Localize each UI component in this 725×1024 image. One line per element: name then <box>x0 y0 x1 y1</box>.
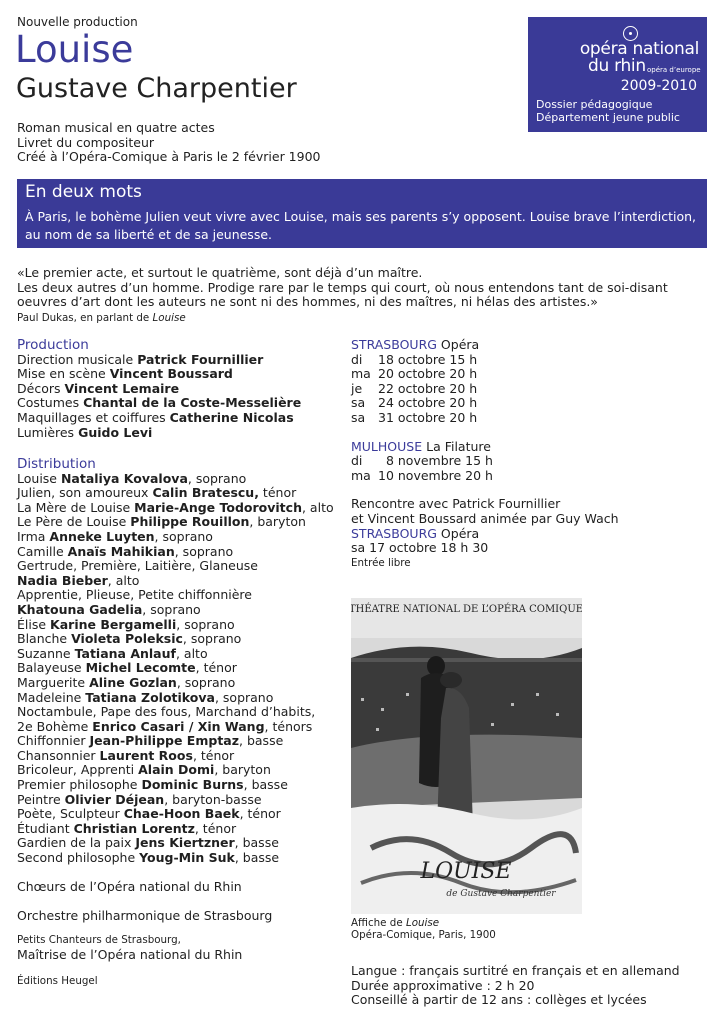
credit-name: Nataliya Kovalova <box>60 470 188 486</box>
credit-role: Blanche <box>17 631 72 647</box>
meeting-venue <box>351 527 619 542</box>
credit-row <box>17 367 301 382</box>
credit-row <box>17 793 334 808</box>
date-time: 31 octobre 20 h <box>378 409 478 425</box>
date-time: 10 novembre 20 h <box>378 467 493 483</box>
credit-row <box>17 734 334 749</box>
credit-role: Peintre <box>17 791 65 807</box>
credit-row <box>17 574 334 589</box>
credit-row <box>17 778 334 793</box>
credit-voice: , alto <box>175 645 208 661</box>
date-time: 18 octobre 15 h <box>378 351 478 367</box>
credit-name: Jean-Philippe Emptaz <box>89 733 240 749</box>
credit-row <box>17 836 334 851</box>
date-time: 24 octobre 20 h <box>378 395 478 411</box>
date-time: 8 novembre 15 h <box>378 453 493 469</box>
credit-row <box>17 822 334 837</box>
quote-source <box>17 312 186 324</box>
fact-age: Conseillé à partir de 12 ans : collèges et lycées <box>351 992 647 1008</box>
intro <box>17 121 321 165</box>
quote-source-work: Louise <box>152 312 186 324</box>
credit-name: Enrico Casari / Xin Wang <box>92 718 265 734</box>
venue-filature: La Filature <box>422 438 491 454</box>
credit-name: Guido Levi <box>78 424 153 440</box>
credit-name: Calin Bratescu, <box>152 485 259 501</box>
credit-role: Camille <box>17 543 68 559</box>
credit-role: La Mère de Louise <box>17 499 135 515</box>
credit-voice: , ténor <box>195 660 237 676</box>
credit-role: Julien, son amoureux <box>17 485 153 501</box>
credit-role: 2e Bohème <box>17 718 93 734</box>
credit-row <box>17 661 334 676</box>
intro-line: Livret du compositeur <box>17 134 155 150</box>
credit-name: Youg-Min Suk <box>139 850 235 866</box>
credit-name: Patrick Fournillier <box>137 351 264 367</box>
performance-date <box>351 396 619 411</box>
credit-name: Khatouna Gadelia <box>17 601 143 617</box>
credit-role: Étudiant <box>17 820 74 836</box>
credit-row <box>17 763 334 778</box>
venue-opera: Opéra <box>436 337 480 352</box>
credit-row <box>17 851 334 866</box>
credit-name: Jens Kiertzner <box>135 835 235 851</box>
credit-name: Anaïs Mahikian <box>67 543 175 559</box>
credit-role: Suzanne <box>17 645 75 661</box>
orchestra: Orchestre philharmonique de Strasbourg <box>17 907 273 923</box>
credit-role: Le Père de Louise <box>17 514 131 530</box>
poster-title-text: LOUISE <box>420 859 512 884</box>
weekday: di <box>351 453 363 469</box>
caption-prefix: Affiche de <box>351 917 406 929</box>
credit-role: Premier philosophe <box>17 777 142 793</box>
credit-role: Second philosophe <box>17 850 140 866</box>
credit-role: Chiffonnier <box>17 733 90 749</box>
credit-role: Direction musicale <box>17 351 138 367</box>
credit-role: Bricoleur, Apprenti <box>17 762 139 778</box>
credit-name: Chae-Hoon Baek <box>123 806 240 822</box>
credit-row <box>17 472 334 487</box>
poster-image <box>351 598 582 914</box>
performance-date <box>351 454 619 469</box>
credit-voice: , baryton-basse <box>164 791 262 807</box>
credit-row <box>17 676 334 691</box>
summary-heading: En deux mots <box>25 182 142 202</box>
credit-role: Noctambule, Pape des fous, Marchand d’habits, <box>17 704 316 720</box>
weekday: ma <box>351 366 371 382</box>
credit-row <box>17 647 334 662</box>
distribution-section <box>17 457 334 866</box>
credit-row <box>17 588 334 603</box>
credit-voice: , basse <box>239 733 284 749</box>
credit-role: Gardien de la paix <box>17 835 136 851</box>
caption-work: Louise <box>405 917 440 929</box>
quote-source-prefix: Paul Dukas, en parlant de <box>17 312 153 324</box>
credit-role: Poète, Sculpteur <box>17 806 124 822</box>
credit-name: Marie-Ange Todorovitch <box>134 499 302 515</box>
credit-role: Madeleine <box>17 689 86 705</box>
credit-voice: , ténor <box>192 747 235 763</box>
credit-voice: , baryton <box>249 514 306 530</box>
credit-name: Dominic Burns <box>141 777 244 793</box>
credit-name: Anneke Luyten <box>49 528 155 544</box>
intro-line: Créé à l’Opéra-Comique à Paris le 2 février 1900 <box>17 149 321 165</box>
quote-line: oeuvres d’art dont les auteurs ne sont ni des hommes, ni des maîtres, ni hélas des artistes.» <box>17 294 598 310</box>
kicker: Nouvelle production <box>17 15 138 29</box>
credit-row <box>17 396 301 411</box>
caption-line <box>351 917 496 929</box>
credit-row <box>17 749 334 764</box>
poster-illustration <box>351 598 582 914</box>
credit-name: Vincent Boussard <box>109 366 233 382</box>
credit-row <box>17 426 301 441</box>
credit-voice: , ténor <box>194 820 237 836</box>
weekday: ma <box>351 467 371 483</box>
credit-voice: , basse <box>243 777 288 793</box>
intro-line: Roman musical en quatre actes <box>17 120 215 135</box>
poster-caption <box>351 917 496 941</box>
strasbourg-venue <box>351 338 619 353</box>
dossier <box>536 98 680 124</box>
credit-voice: , soprano <box>187 470 247 486</box>
performance-date <box>351 411 619 426</box>
children-choir: Maîtrise de l’Opéra national du Rhin <box>17 946 243 962</box>
credit-voice: , soprano <box>154 528 213 544</box>
mulhouse-venue <box>351 440 619 455</box>
poster-subtitle-text: de Gustave Charpentier <box>446 889 556 899</box>
fact-duration: Durée approximative : 2 h 20 <box>351 977 535 993</box>
logo-line1: opéra national <box>579 39 699 59</box>
credit-voice: , basse <box>234 850 280 866</box>
credit-name: Michel Lecomte <box>85 660 196 676</box>
credit-row <box>17 705 334 720</box>
credit-voice: , ténor <box>239 806 281 822</box>
credit-role: Louise <box>17 470 61 486</box>
credit-row <box>17 411 301 426</box>
facts <box>351 964 680 1008</box>
quote <box>17 266 717 310</box>
credit-row <box>17 530 334 545</box>
credit-name: Nadia Bieber <box>17 572 108 588</box>
meeting-note: Entrée libre <box>351 556 411 569</box>
credit-name: Violeta Poleksic <box>71 631 183 647</box>
logo-tagline: opéra d’europe <box>647 66 701 74</box>
credit-role: Maquillages et coiffures <box>17 409 170 425</box>
fact-language: Langue : français surtitré en français et en allemand <box>351 963 680 978</box>
credit-row <box>17 691 334 706</box>
credit-name: Olivier Déjean <box>64 791 165 807</box>
production-heading: Production <box>17 337 89 353</box>
mulhouse-dates <box>351 454 619 483</box>
distribution-list <box>17 472 334 866</box>
production-list <box>17 353 301 441</box>
credit-name: Philippe Rouillon <box>130 514 250 530</box>
credit-row <box>17 515 334 530</box>
city-mulhouse: MULHOUSE <box>351 438 423 454</box>
credit-name: Karine Bergamelli <box>50 616 177 632</box>
performance-date <box>351 367 619 382</box>
credit-voice: ténor <box>258 485 297 501</box>
credit-role: Balayeuse <box>17 660 86 676</box>
meeting-date: sa 17 octobre 18 h 30 <box>351 540 489 556</box>
credit-voice: , soprano <box>182 631 242 647</box>
credit-role: Lumières <box>17 424 79 440</box>
credit-name: Christian Lorentz <box>73 820 195 836</box>
summary-band <box>17 179 707 248</box>
credit-role: Décors <box>17 380 65 396</box>
credit-row <box>17 559 334 574</box>
credit-row <box>17 353 301 368</box>
credit-role: Apprentie, Plieuse, Petite chiffonnière <box>17 587 252 603</box>
performance-date <box>351 353 619 368</box>
children-choir-note: Petits Chanteurs de Strasbourg, <box>17 934 181 947</box>
credit-row <box>17 807 334 822</box>
credit-role: Costumes <box>17 395 84 411</box>
weekday: di <box>351 351 363 367</box>
credit-voice: , alto <box>107 572 140 588</box>
credit-name: Alain Domi <box>138 762 215 778</box>
opera-logo <box>528 17 707 132</box>
credit-voice: , soprano <box>214 689 274 705</box>
credit-row <box>17 632 334 647</box>
credit-voice: , soprano <box>174 543 234 559</box>
schedule <box>351 338 619 570</box>
credit-voice: , basse <box>234 835 279 851</box>
quote-line: Les deux autres d’un homme. Prodige rare par le temps qui court, où nous entendons tant de soi-disant <box>17 279 668 295</box>
credit-row <box>17 486 334 501</box>
meeting-line: Rencontre avec Patrick Fournillier <box>351 496 561 512</box>
poster-top-text: THÉATRE NATIONAL DE L’OPÉRA COMIQUE <box>351 604 582 615</box>
meeting-line: et Vincent Boussard animée par Guy Wach <box>351 510 619 526</box>
credit-row <box>17 382 301 397</box>
distribution-heading: Distribution <box>17 456 96 472</box>
page-title: Louise <box>15 28 134 71</box>
credit-row <box>17 603 334 618</box>
weekday: sa <box>351 395 366 411</box>
quote-line: «Le premier acte, et surtout le quatrième, sont déjà d’un maître. <box>17 265 423 280</box>
strasbourg-dates <box>351 353 619 426</box>
venue-opera-meeting: Opéra <box>436 525 480 541</box>
credit-role: Irma <box>17 528 50 544</box>
composer: Gustave Charpentier <box>16 73 297 104</box>
dossier-line: Dossier pédagogique <box>536 98 653 111</box>
credit-row <box>17 501 334 516</box>
credit-row <box>17 720 334 735</box>
credit-voice: , soprano <box>142 601 201 617</box>
weekday: sa <box>351 409 366 425</box>
credit-row <box>17 545 334 560</box>
logo-line2: du rhin <box>588 56 646 76</box>
credit-role: Chansonnier <box>17 747 100 763</box>
credit-name: Laurent Roos <box>99 747 193 763</box>
publisher: Éditions Heugel <box>17 975 98 988</box>
credit-role: Élise <box>17 616 51 632</box>
ensembles <box>17 880 272 989</box>
credit-name: Aline Gozlan <box>89 674 177 690</box>
dossier-line: Département jeune public <box>536 111 680 124</box>
credit-name: Chantal de la Coste-Messelière <box>83 395 302 411</box>
season: 2009-2010 <box>620 78 697 94</box>
credit-name: Tatiana Zolotikova <box>85 689 215 705</box>
credit-voice: , soprano <box>176 674 236 690</box>
weekday: je <box>351 380 363 396</box>
credit-voice: , soprano <box>176 616 235 632</box>
production-section <box>17 338 301 440</box>
credit-role: Marguerite <box>17 674 90 690</box>
city-strasbourg: STRASBOURG <box>351 337 437 352</box>
city-strasbourg-meeting: STRASBOURG <box>351 525 437 541</box>
summary-text: À Paris, le bohème Julien veut vivre avec Louise, mais ses parents s’y opposent. Louise brave l’interdiction, au nom de sa liberté et de sa jeunesse. <box>25 209 697 242</box>
credit-name: Tatiana Anlauf <box>74 645 176 661</box>
credit-voice: , alto <box>301 499 334 515</box>
date-time: 22 octobre 20 h <box>378 380 478 396</box>
choir: Chœurs de l’Opéra national du Rhin <box>17 879 242 894</box>
credit-voice: , baryton <box>214 762 271 778</box>
credit-voice: , ténors <box>264 718 313 734</box>
caption-line: Opéra-Comique, Paris, 1900 <box>351 929 496 941</box>
date-time: 20 octobre 20 h <box>378 366 478 382</box>
credit-role: Mise en scène <box>17 366 110 382</box>
performance-date <box>351 469 619 484</box>
performance-date <box>351 382 619 397</box>
credit-name: Catherine Nicolas <box>169 409 294 425</box>
credit-row <box>17 618 334 633</box>
credit-role: Gertrude, Première, Laitière, Glaneuse <box>17 558 258 574</box>
credit-name: Vincent Lemaire <box>64 380 180 396</box>
